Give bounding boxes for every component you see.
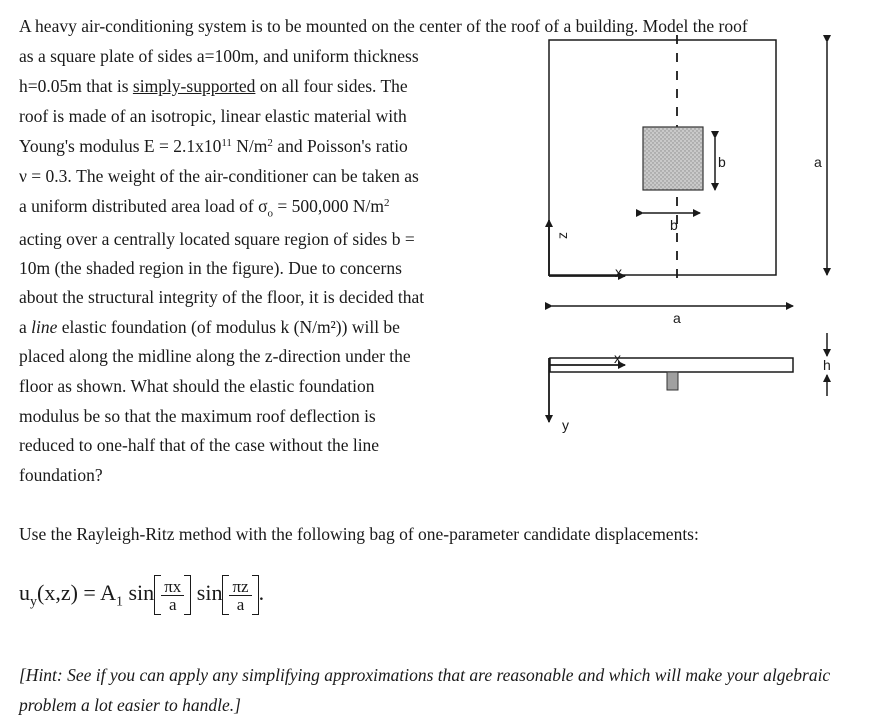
displacement-equation: $u_y(x,z) = A_1$ sin $\frac{\pi x}{a}$ sin $\frac{\pi z}{a}$ . xyxy=(19,576,265,614)
label-b-side: b xyxy=(718,154,726,170)
fraction-x: $\frac{\pi x}{a}$ xyxy=(161,578,184,613)
problem-line-7: a uniform distributed area load of $\sigma_o = 500,000$ $N/m^2$ xyxy=(19,196,390,220)
problem-line-1: A heavy air-conditioning system is to be mounted on the center of the roof of a building. Model the roof xyxy=(19,16,748,36)
label-y: y xyxy=(562,417,569,433)
problem-line-11: a line elastic foundation (of modulus k (N/m²)) will be xyxy=(19,317,400,337)
load-region xyxy=(643,127,703,190)
problem-line-3: h=0.05m that is simply-supported on all four sides. The xyxy=(19,76,408,96)
problem-line-8: acting over a centrally located square region of sides b = xyxy=(19,229,415,249)
roof-plate-figure xyxy=(540,30,860,440)
label-a-side: a xyxy=(814,154,822,170)
label-b-bottom: b xyxy=(670,217,678,233)
fraction-z: $\frac{\pi z}{a}$ xyxy=(229,578,251,613)
hint-text: [Hint: See if you can apply any simplifying approximations that are reasonable and which will make your algebraic problem a lot easier to handle.] xyxy=(19,665,831,715)
label-a-bottom: a xyxy=(673,310,681,326)
foundation-support xyxy=(667,372,678,390)
problem-line-10: about the structural integrity of the floor, it is decided that xyxy=(19,287,425,307)
problem-line-16: foundation? xyxy=(19,465,103,485)
problem-line-13: floor as shown. What should the elastic foundation xyxy=(19,376,375,396)
label-x-top: x xyxy=(615,264,622,280)
problem-line-12: placed along the midline along the z-direction under the xyxy=(19,346,411,366)
problem-line-15: reduced to one-half that of the case without the line xyxy=(19,435,380,455)
label-h: h xyxy=(823,357,831,373)
problem-line-9: 10m (the shaded region in the figure). Due to concerns xyxy=(19,258,402,278)
problem-line-2: as a square plate of sides a=100m, and uniform thickness xyxy=(19,46,419,66)
problem-line-4: roof is made of an isotropic, linear elastic material with xyxy=(19,106,407,126)
simply-supported-term: simply-supported xyxy=(132,76,256,96)
label-z: z xyxy=(554,232,570,239)
problem-line-14: modulus be so that the maximum roof deflection is xyxy=(19,406,376,426)
problem-line-5: Young's modulus $E = 2.1x10^{11}$ $N/m^2$ and Poisson's ratio xyxy=(19,136,408,156)
label-x-bottom: x xyxy=(614,350,621,366)
method-text: Use the Rayleigh-Ritz method with the following bag of one-parameter candidate displacements: xyxy=(19,524,699,544)
problem-line-6: ν = 0.3. The weight of the air-conditioner can be taken as xyxy=(19,166,419,186)
